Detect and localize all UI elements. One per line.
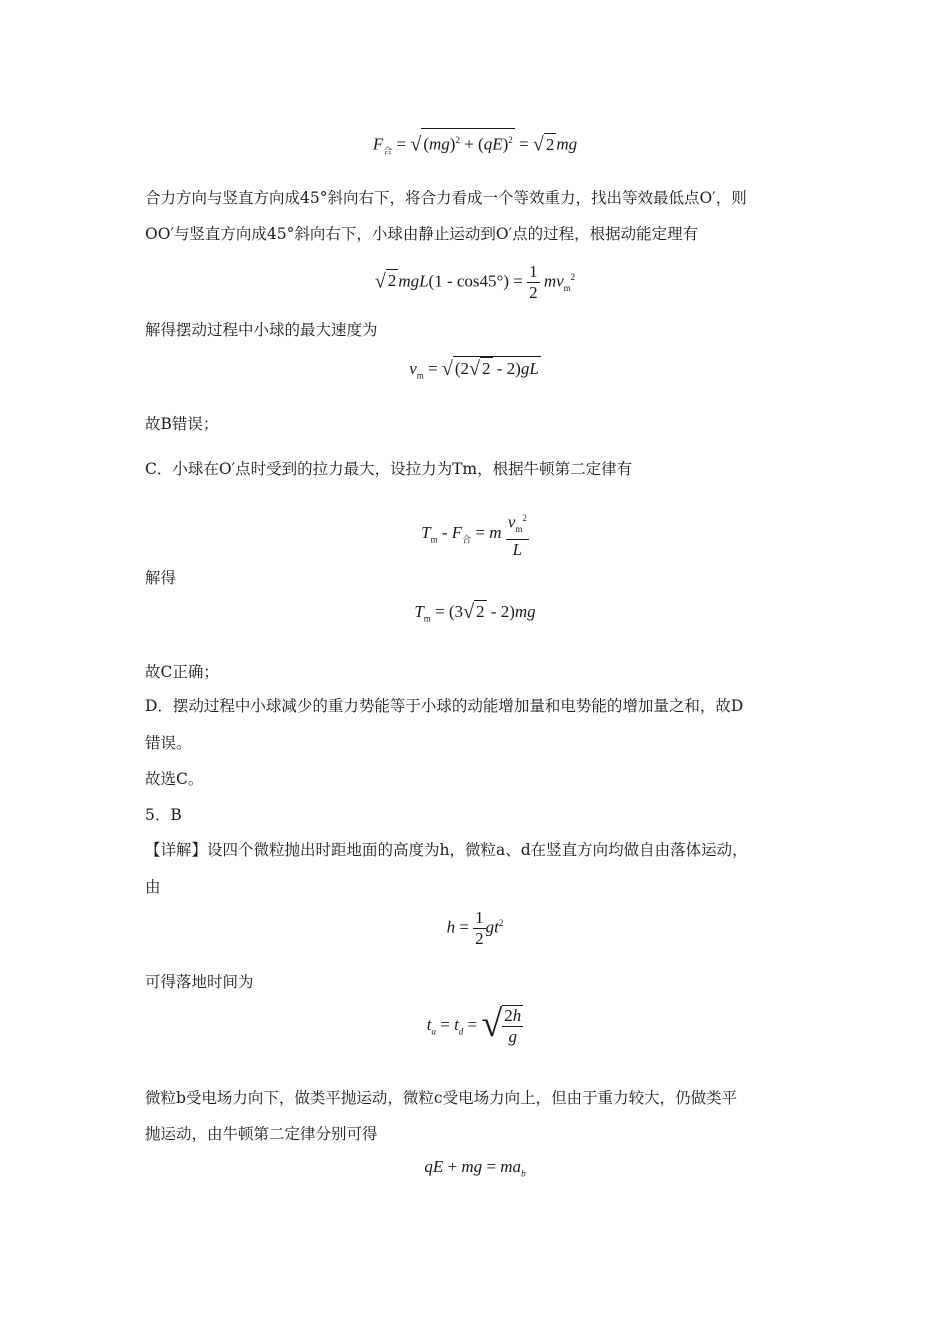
- equation-fall-height: h = $\frac{1}{2}$ $gt^2$: [446, 908, 504, 948]
- paragraph-option-c: C．小球在O′点时受到的拉力最大，设拉力为Tm，根据牛顿第二定律有: [145, 460, 633, 478]
- paragraph-option-d-line1: D．摆动过程中小球减少的重力势能等于小球的动能增加量和电势能的增加量之和，故D: [145, 697, 744, 715]
- paragraph-verdict-b: 故B错误；: [145, 415, 219, 433]
- equation-fall-time: $t_a = t_d$ = √ $\frac{2h}{g}$: [426, 1003, 522, 1047]
- paragraph-max-speed: 解得摆动过程中小球的最大速度为: [145, 321, 378, 339]
- question-5-answer: 5．B: [145, 806, 182, 824]
- paragraph-direction-line1: 合力方向与竖直方向成45°斜向右下，将合力看成一个等效重力，找出等效最低点O′，则: [145, 189, 747, 207]
- paragraph-detail-line2: 由: [145, 878, 161, 896]
- equation-work-energy: √ 2 mgL(1 - cos45°) = $\frac{1}{2}$ $mv_m^2$: [374, 262, 576, 302]
- equation-newton-second-law: $T_m - F_合 = m$ $\frac{v_m^2}{L}$: [0, 508, 950, 560]
- paragraph-fall-time: 可得落地时间为: [145, 973, 254, 991]
- paragraph-particles-bc-line2: 抛运动，由牛顿第二定律分别可得: [145, 1125, 378, 1143]
- paragraph-detail-line1: 【详解】设四个微粒抛出时距地面的高度为h，微粒a、d在竖直方向均做自由落体运动，: [145, 841, 748, 859]
- equation-max-tension: $T_m = (3√$ 2 - 2)mg: [414, 601, 536, 624]
- paragraph-direction-line2: OO′与竖直方向成45°斜向右下，小球由静止运动到O′点的过程，根据动能定理有: [145, 225, 699, 243]
- paragraph-option-d-line2: 错误。: [145, 734, 192, 752]
- paragraph-solve: 解得: [145, 569, 177, 587]
- equation-acceleration-b: qE + mg = $ma_b$: [424, 1157, 526, 1179]
- paragraph-verdict-c: 故C正确；: [145, 663, 219, 681]
- equation-resultant-force: $F_合$ = √ (mg)$^2$ + (qE)$^2$ = √ 2 mg: [0, 128, 950, 157]
- paragraph-particles-bc-line1: 微粒b受电场力向下，做类平抛运动，微粒c受电场力向上，但由于重力较大，仍做类平: [145, 1089, 738, 1107]
- equation-max-speed: $v_m$ = √ (2√ 2 - 2)gL: [409, 358, 539, 381]
- paragraph-answer-choice: 故选C。: [145, 770, 204, 788]
